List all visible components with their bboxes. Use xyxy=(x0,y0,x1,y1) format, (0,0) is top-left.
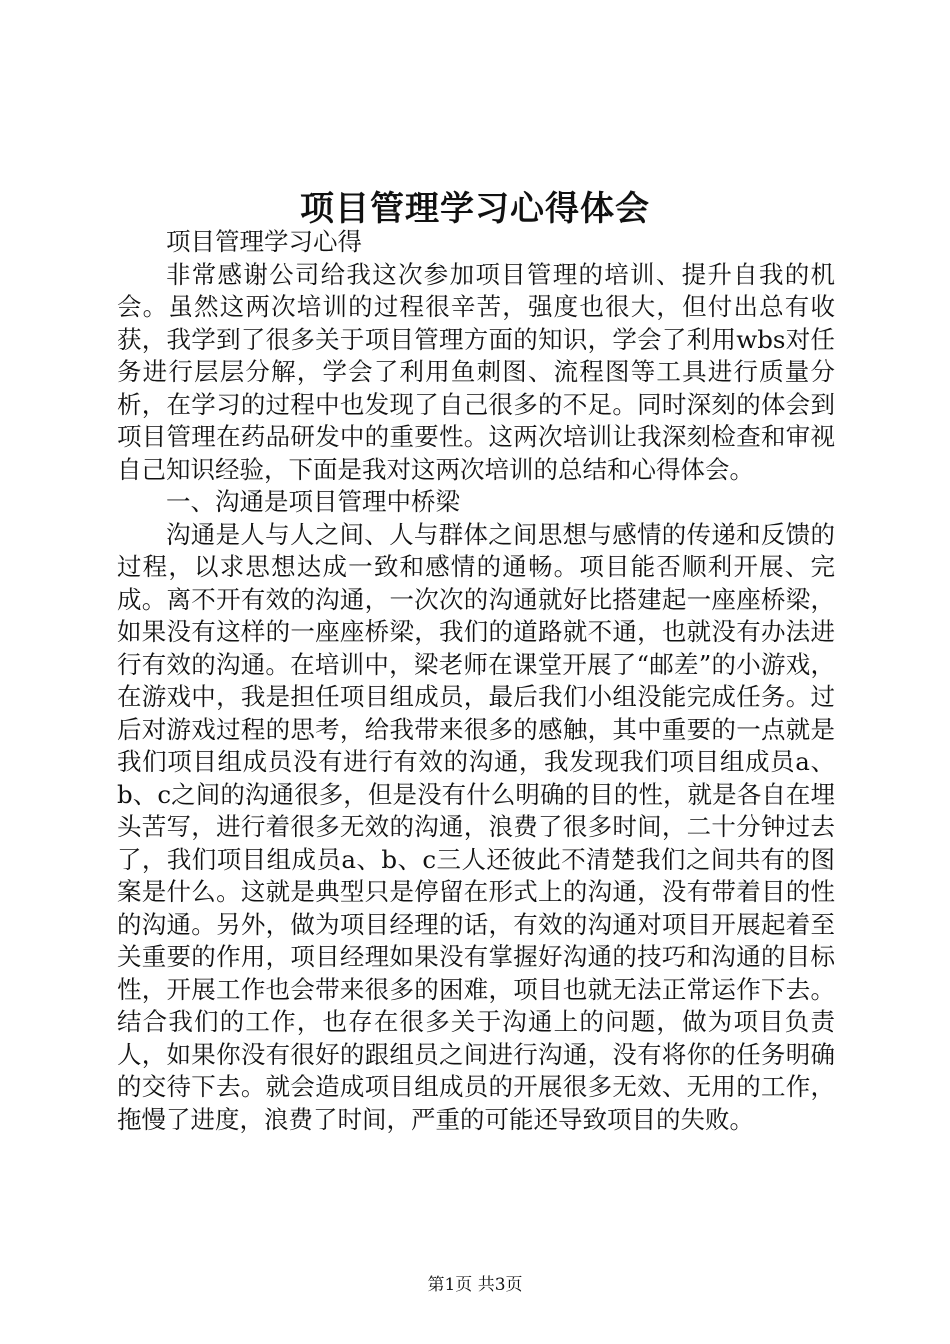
subtitle-paragraph: 项目管理学习心得 xyxy=(166,227,362,256)
document-title: 项目管理学习心得体会 xyxy=(300,189,650,229)
page-footer: 第1页 共3页 xyxy=(427,1275,523,1295)
intro-paragraph: 非常感谢公司给我这次参加项目管理的培训、提升自我的机会。虽然这两次培训的过程很辛苦，强度也很大，但付出总有收获，我学到了很多关于项目管理方面的知识，学会了利用wbs对任务进行层层分解，学会了利用鱼刺图、流程图等工具进行质量分析，在学习的过程中也发现了自己很多的不足。同时深刻的体会到项目管理在药品研发中的重要性。这两次培训让我深刻检查和审视自己知识经验，下面是我对这两次培训的总结和心得体会。 xyxy=(117,259,835,484)
section-heading: 一、沟通是项目管理中桥梁 xyxy=(166,487,460,516)
section-paragraph: 沟通是人与人之间、人与群体之间思想与感情的传递和反馈的过程，以求思想达成一致和感情的通畅。项目能否顺利开展、完成。离不开有效的沟通，一次次的沟通就好比搭建起一座座桥梁，如果没有这样的一座座桥梁，我们的道路就不通，也就没有办法进行有效的沟通。在培训中，梁老师在课堂开展了“邮差”的小游戏，在游戏中，我是担任项目组成员，最后我们小组没能完成任务。过后对游戏过程的思考，给我带来很多的感触，其中重要的一点就是我们项目组成员没有进行有效的沟通，我发现我们项目组成员a、b、c之间的沟通很多，但是没有什么明确的目的性，就是各自在埋头苦写，进行着很多无效的沟通，浪费了很多时间，二十分钟过去了，我们项目组成员a、b、c三人还彼此不清楚我们之间共有的图案是什么。这就是典型只是停留在形式上的沟通，没有带着目的性的沟通。另外，做为项目经理的话，有效的沟通对项目开展起着至关重要的作用，项目经理如果没有掌握好沟通的技巧和沟通的目标性，开展工作也会带来很多的困难，项目也就无法正常运作下去。结合我们的工作，也存在很多关于沟通上的问题，做为项目负责人，如果你没有很好的跟组员之间进行沟通，没有将你的任务明确的交待下去。就会造成项目组成员的开展很多无效、无用的工作，拖慢了进度，浪费了时间，严重的可能还导致项目的失败。 xyxy=(117,519,835,1134)
document-body xyxy=(117,226,835,1136)
